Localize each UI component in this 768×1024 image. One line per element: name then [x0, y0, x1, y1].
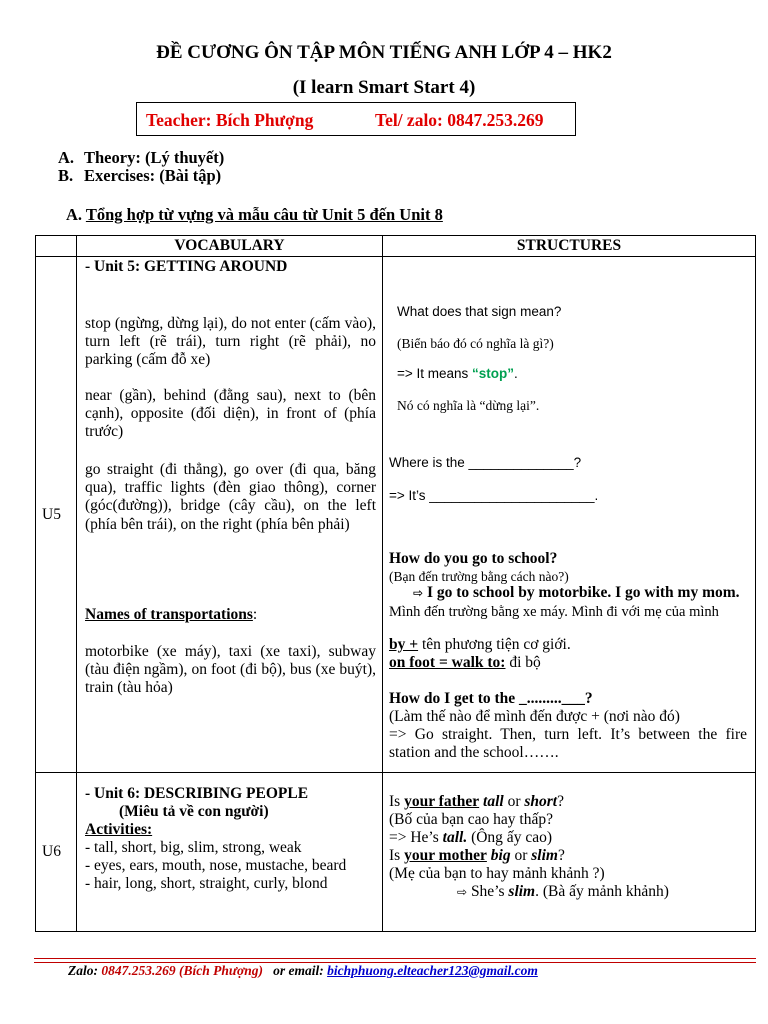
section-title: Tổng hợp từ vựng và mẫu câu từ Unit 5 đến Unit 8 — [85, 205, 443, 224]
u5-heading: - Unit 5: GETTING AROUND — [85, 258, 288, 275]
structure-answer-mother — [457, 883, 669, 901]
structure-question-sign: What does that sign mean? — [397, 304, 562, 319]
or-word: or — [503, 793, 525, 810]
shes-slim: slim — [508, 883, 536, 900]
u6-list-item: - tall, short, big, slim, strong, weak — [85, 839, 302, 856]
structure-answer-sign-vi: Nó có nghĩa là “dừng lại”. — [397, 398, 540, 413]
structure-question-school: How do you go to school? — [389, 550, 558, 567]
outline-marker: B. — [58, 166, 74, 185]
footer — [68, 963, 538, 979]
foot-label: on foot = walk to: — [389, 654, 506, 671]
table-header-vocabulary: VOCABULARY — [77, 236, 383, 257]
u6-activities-label: Activities: — [85, 821, 153, 838]
transport-colon: : — [252, 606, 258, 623]
outline-item-exercises — [58, 166, 221, 186]
tall-word: tall — [483, 793, 504, 810]
u6-list-item: - hair, long, short, straight, curly, blond — [85, 875, 328, 892]
structure-question-where: Where is the ______________? — [389, 455, 582, 470]
structure-answer-father — [389, 829, 552, 847]
document-subtitle: (I learn Smart Start 4) — [292, 77, 476, 98]
answer-suffix: . — [514, 366, 518, 381]
u5-vocab-signs: stop (ngừng, dừng lại), do not enter (cấm vào), turn left (rẽ trái), turn right (rẽ phải), no parking (cấm đỗ xe) — [85, 315, 376, 369]
section-marker: A. — [66, 205, 83, 224]
outline-item-theory — [58, 148, 224, 168]
is-word: Is — [389, 847, 405, 864]
document-title: ĐỀ CƯƠNG ÔN TẬP MÔN TIẾNG ANH LỚP 4 – HK2 — [156, 42, 612, 63]
shes-prefix: She’s — [470, 883, 509, 900]
unit-label-u5: U5 — [36, 257, 77, 773]
structure-foot-rule — [389, 654, 541, 672]
hes-prefix: => He’s — [389, 829, 443, 846]
teacher-box — [136, 102, 576, 136]
structure-answer-where: => It’s ______________________. — [389, 488, 599, 503]
table-header-unit — [36, 236, 77, 257]
outline-text: Exercises: (Bài tập) — [84, 166, 222, 185]
u6-heading: - Unit 6: DESCRIBING PEOPLE — [85, 785, 309, 802]
outline-marker: A. — [58, 148, 75, 167]
answer-school-text: I go to school by motorbike. I go with my mom. — [426, 584, 740, 601]
arrow-icon: ⇨ — [457, 885, 468, 899]
structure-question-mother — [389, 847, 565, 865]
footer-divider — [34, 958, 756, 959]
answer-keyword: “stop” — [472, 366, 515, 381]
u6-list-item: - eyes, ears, mouth, nose, mustache, beard — [85, 857, 347, 874]
outline-text: Theory: (Lý thuyết) — [84, 148, 225, 167]
u5-vocabulary-cell — [77, 257, 383, 773]
u5-vocab-transport: motorbike (xe máy), taxi (xe taxi), subway (tàu điện ngầm), on foot (đi bộ), bus (xe buýt), train (tàu hỏa) — [85, 643, 376, 697]
transport-label: Names of transportations — [85, 606, 253, 623]
structure-answer-school-vi: Mình đến trường bằng xe máy. Mình đi với mẹ của mình — [389, 604, 719, 620]
table-header-structures: STRUCTURES — [383, 236, 756, 257]
hes-tall: tall. — [442, 829, 468, 846]
footer-zalo-value: 0847.253.269 (Bích Phượng) — [101, 963, 263, 978]
question-mark: ? — [557, 847, 565, 864]
is-word: Is — [389, 793, 405, 810]
big-word: big — [490, 847, 511, 864]
answer-prefix: => It means — [397, 366, 473, 381]
structure-question-father-vi: (Bố của bạn cao hay thấp? — [389, 811, 553, 828]
by-rest: tên phương tiện cơ giới. — [418, 636, 571, 653]
u5-vocab-directions: go straight (đi thẳng), go over (đi qua, băng qua), traffic lights (đèn giao thông), corner (góc(đường)), bridge (cây cầu), on the left (phía bên trái), on the right (phía bên phải) — [85, 461, 376, 533]
or-word: or — [510, 847, 532, 864]
u5-transport-heading — [85, 606, 257, 624]
vocab-structures-table — [35, 235, 756, 932]
structure-question-mother-vi: (Mẹ của bạn to hay mảnh khảnh ?) — [389, 865, 605, 882]
structure-question-get-to: How do I get to the _.........___? — [389, 690, 593, 707]
footer-email-link[interactable]: bichphuong.elteacher123@gmail.com — [327, 963, 538, 978]
unit-label-u6: U6 — [36, 773, 77, 932]
slim-word: slim — [531, 847, 558, 864]
short-word: short — [524, 793, 558, 810]
mother-phrase: your mother — [404, 847, 487, 864]
u6-heading-vi: (Miêu tả về con người) — [119, 803, 269, 820]
structure-question-father — [389, 793, 564, 811]
hes-vi: (Ông ấy cao) — [467, 829, 552, 846]
section-a-heading — [66, 205, 443, 225]
u5-structures-cell — [383, 257, 756, 773]
teacher-phone: Tel/ zalo: 0847.253.269 — [375, 110, 544, 130]
footer-email-label: or email: — [273, 963, 328, 978]
structure-question-get-to-vi: (Làm thế nào để mình đến được + (nơi nào đó) — [389, 708, 680, 725]
structure-answer-get-to: => Go straight. Then, turn left. It’s between the fire station and the school……. — [389, 726, 747, 761]
footer-zalo-label: Zalo: — [68, 963, 102, 978]
structure-answer-school — [413, 584, 740, 602]
arrow-icon: ⇨ — [413, 586, 424, 600]
structure-by-rule — [389, 636, 571, 654]
question-mark: ? — [557, 793, 564, 810]
father-phrase: your father — [404, 793, 480, 810]
u5-vocab-positions: near (gần), behind (đằng sau), next to (bên cạnh), opposite (đối diện), in front of (phía trước) — [85, 387, 376, 441]
u6-vocabulary-cell — [77, 773, 383, 932]
foot-rest: đi bộ — [505, 654, 541, 671]
teacher-name: Teacher: Bích Phượng — [146, 110, 314, 130]
u6-structures-cell — [383, 773, 756, 932]
shes-vi: . (Bà ấy mảnh khảnh) — [535, 883, 669, 900]
by-label: by + — [389, 636, 419, 653]
structure-answer-sign — [397, 365, 518, 383]
structure-question-sign-vi: (Biển báo đó có nghĩa là gì?) — [397, 336, 554, 351]
structure-question-school-vi: (Bạn đến trường bằng cách nào?) — [389, 569, 569, 584]
